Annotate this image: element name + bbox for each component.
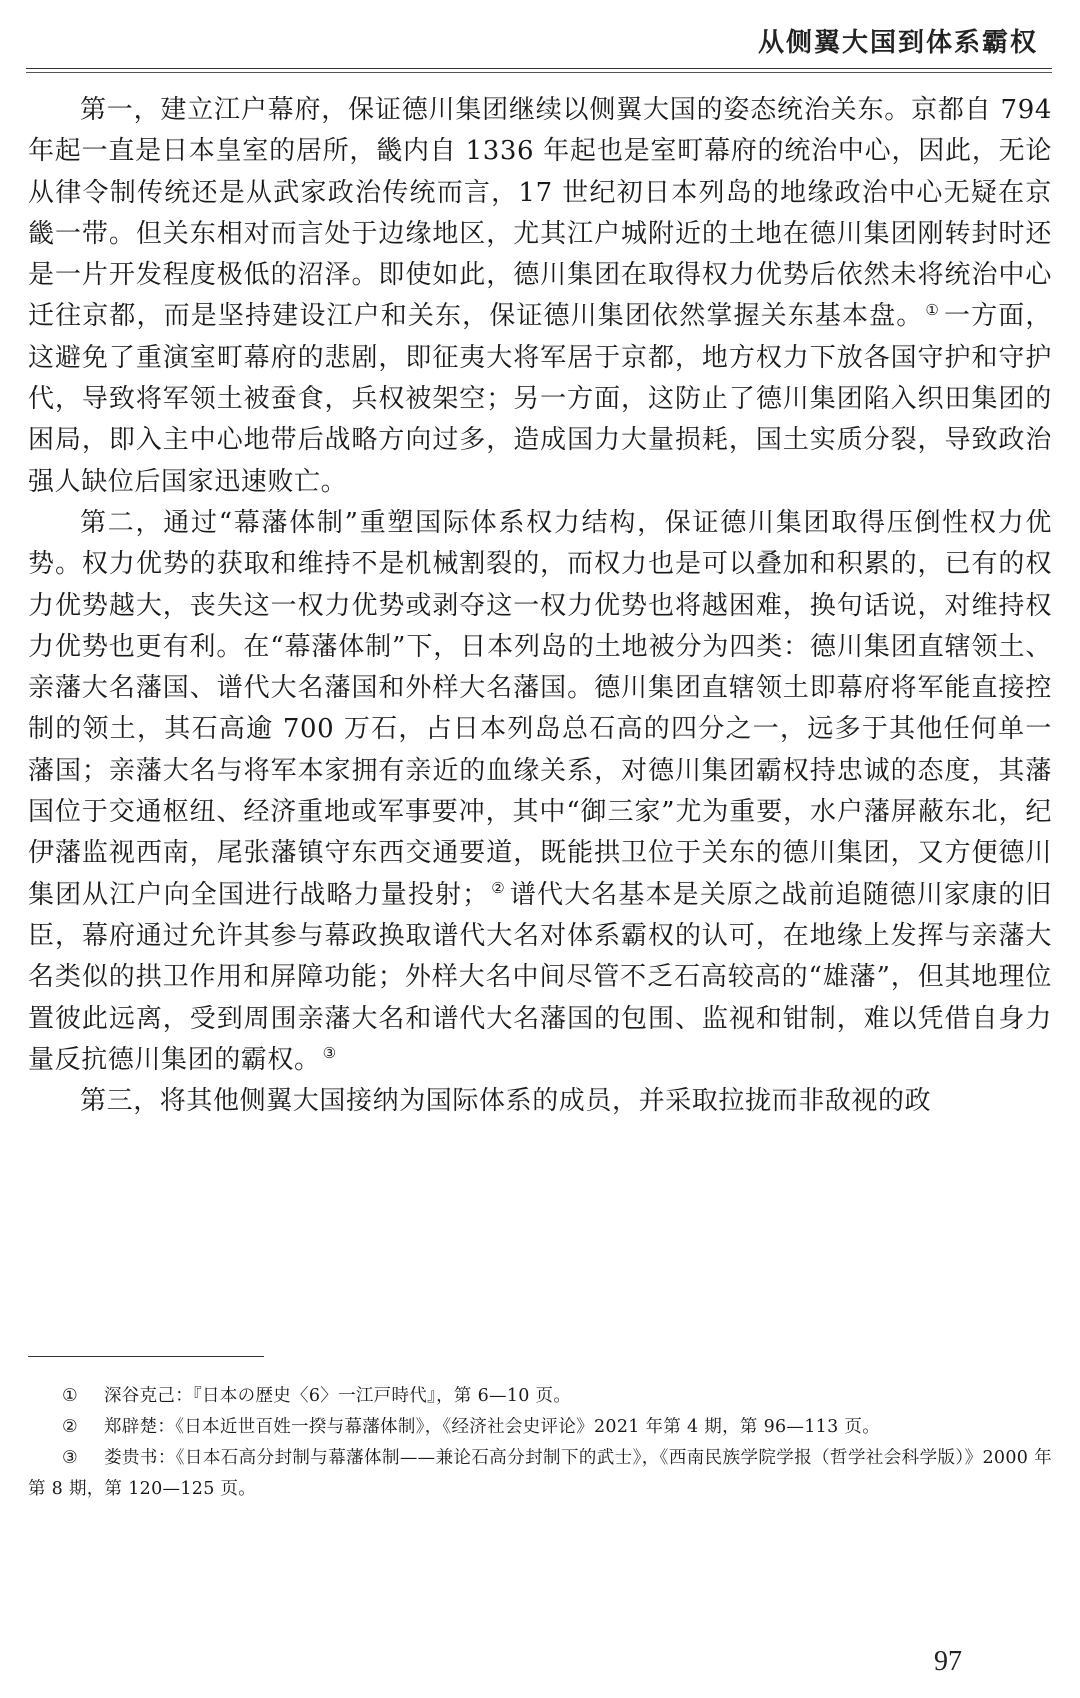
body-text: [28, 90, 1052, 1122]
footnote-3-mark: ③: [62, 1448, 78, 1468]
footnote-2-mark: ②: [62, 1417, 78, 1437]
footnotes: [28, 1381, 1052, 1505]
footnote-3: [28, 1443, 1052, 1505]
header-rule: [26, 68, 1052, 69]
footnote-1-text: 深谷克己：『日本の歴史〈6〉一江戸時代』，第 6—10 页。: [104, 1386, 572, 1406]
paragraph-2-text-a: 第二，通过“幕藩体制”重塑国际体系权力结构，保证德川集团取得压倒性权力优势。权力优势的获取和维持不是机械割裂的，而权力也是可以叠加和积累的，已有的权力优势越大，丧失这一权力优势或剥夺这一权力优势也将越困难，换句话说，对维持权力优势也更有利。在“幕藩体制”下，日本列岛的土地被分为四类：德川集团直辖领土、亲藩大名藩国、谱代大名藩国和外样大名藩国。德川集团直辖领土即幕府将军能直接控制的领土，其石高逾 700 万石，占日本列岛总石高的四分之一，远多于其他任何单一藩国；亲藩大名与将军本家拥有亲近的血缘关系，对德川集团霸权持忠诚的态度，其藩国位于交通枢纽、经济重地或军事要冲，其中“御三家”尤为重要，水户藩屏蔽东北，纪伊藩监视西南，尾张藩镇守东西交通要道，既能拱卫位于关东的德川集团，又方便德川集团从江户向全国进行战略力量投射；: [28, 507, 1052, 910]
page-number: 97: [934, 1646, 962, 1677]
paragraph-3: [28, 1081, 1052, 1122]
footnote-1-mark: ①: [62, 1386, 78, 1406]
footnote-1: [28, 1381, 1052, 1412]
paragraph-1-text-a: 第一，建立江户幕府，保证德川集团继续以侧翼大国的姿态统治关东。京都自 794 年起一直是日本皇室的居所，畿内自 1336 年起也是室町幕府的统治中心，因此，无论从律令制传统还是从武家政治传统而言，17 世纪初日本列岛的地缘政治中心无疑在京畿一带。但关东相对而言处于边缘地区，尤其江户城附近的土地在德川集团刚转封时还是一片开发程度极低的沼泽。即使如此，德川集团在取得权力优势后依然未将统治中心迁往京都，而是坚持建设江户和关东，保证德川集团依然掌握关东基本盘。: [28, 95, 1052, 332]
header-rule-thin: [26, 72, 1052, 73]
footnote-3-text: 娄贵书：《日本石高分封制与幕藩体制——兼论石高分封制下的武士》，《西南民族学院学报（哲学社会科学版）》2000 年第 8 期，第 120—125 页。: [28, 1448, 1052, 1499]
footnote-2: [28, 1412, 1052, 1443]
running-header-title: 从侧翼大国到体系霸权: [757, 28, 1038, 58]
footnote-separator: [28, 1356, 264, 1357]
paragraph-2: [28, 503, 1052, 1081]
paragraph-3-text: 第三，将其他侧翼大国接纳为国际体系的成员，并采取拉拢而非敌视的政: [80, 1086, 932, 1117]
paragraph-2-text-b: 谱代大名基本是关原之战前追随德川家康的旧臣，幕府通过允许其参与幕政换取谱代大名对体系霸权的认可，在地缘上发挥与亲藩大名类似的拱卫作用和屏障功能；外样大名中间尽管不乏石高较高的“雄藩”，但其地理位置彼此远离，受到周围亲藩大名和谱代大名藩国的包围、监视和钳制，难以凭借自身力量反抗德川集团的霸权。: [28, 879, 1052, 1075]
footnote-ref-1[interactable]: ①: [925, 300, 940, 319]
footnote-ref-2[interactable]: ②: [490, 878, 506, 897]
paragraph-1-text-b: 一方面，这避免了重演室町幕府的悲剧，即征夷大将军居于京都，地方权力下放各国守护和守护代，导致将军领土被蚕食，兵权被架空；另一方面，这防止了德川集团陷入织田集团的困局，即入主中心地带后战略方向过多，造成国力大量损耗，国土实质分裂，导致政治强人缺位后国家迅速败亡。: [28, 301, 1052, 497]
footnote-2-text: 郑辟楚：《日本近世百姓一揆与幕藩体制》，《经济社会史评论》2021 年第 4 期，第 96—113 页。: [104, 1417, 881, 1437]
footnote-ref-3[interactable]: ③: [322, 1044, 337, 1063]
paragraph-1: [28, 90, 1052, 503]
